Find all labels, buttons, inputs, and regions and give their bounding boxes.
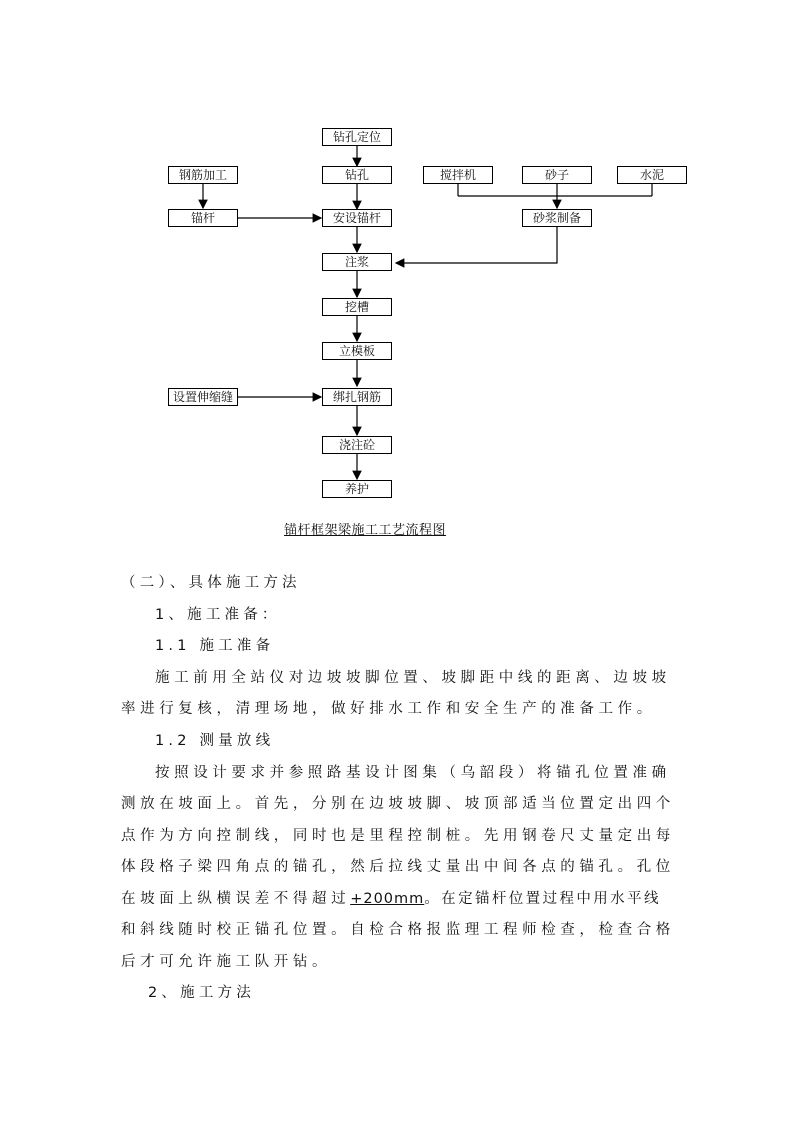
item-1-2-heading: 1.2 测量放线 xyxy=(155,733,275,749)
para2-line5-end: 。在定锚杆位置过程中用水平线 xyxy=(424,891,661,907)
para2-line7: 后才可允许施工队开钻。 xyxy=(121,954,332,970)
para2-line6: 和斜线随时校正锚孔位置。自检合格报监理工程师检查，检查合格 xyxy=(121,922,675,938)
para2-line1: 按照设计要求并参照路基设计图集（乌韶段）将锚孔位置准确 xyxy=(155,765,671,781)
item-1-1-heading: 1.1 施工准备 xyxy=(155,638,275,654)
node-sand: 砂子 xyxy=(522,166,592,184)
node-mixing: 搅拌机 xyxy=(423,166,493,184)
node-rebar: 绑扎钢筋 xyxy=(322,388,392,406)
node-concrete: 浇注砼 xyxy=(322,436,392,454)
flowchart-connectors xyxy=(0,0,794,520)
node-rebar-processing: 钢筋加工 xyxy=(168,166,238,184)
node-install-anchor: 安设锚杆 xyxy=(322,209,392,227)
node-drill: 钻孔 xyxy=(322,166,392,184)
para2-line3: 点作为方向控制线，同时也是里程控制桩。先用钢卷尺丈量定出每 xyxy=(121,828,675,844)
para2-line4: 体段格子梁四角点的锚孔，然后拉线丈量出中间各点的锚孔。孔位 xyxy=(121,859,675,875)
node-anchor-sizing: 锚杆 xyxy=(168,209,238,227)
tolerance-value: +200mm xyxy=(350,891,425,907)
para1-line1: 施工前用全站仪对边坡坡脚位置、坡脚距中线的距离、边坡坡 xyxy=(155,670,671,686)
node-grouting: 注浆 xyxy=(322,253,392,271)
arrow-grout-to-grouting xyxy=(396,227,557,263)
flowchart-caption: 锚杆框架梁施工工艺流程图 xyxy=(284,523,447,538)
item-2-heading: 2、施工方法 xyxy=(148,985,255,1001)
node-formwork: 立模板 xyxy=(322,342,392,360)
para1-line2: 率进行复核，清理场地，做好排水工作和安全生产的准备工作。 xyxy=(121,701,656,717)
section-heading: （二）、具体施工方法 xyxy=(121,575,301,591)
node-grout-prep: 砂浆制备 xyxy=(522,209,592,227)
node-set-joints: 设置伸缩缝 xyxy=(168,388,238,406)
item-1-heading: 1、施工准备： xyxy=(155,607,281,623)
node-excavate: 挖槽 xyxy=(322,298,392,316)
node-cement: 水泥 xyxy=(617,166,687,184)
para2-line5-start: 在坡面上纵横误差不得超过 xyxy=(121,891,351,907)
para2-line2: 测放在坡面上。首先，分别在边坡坡脚、坡顶部适当位置定出四个 xyxy=(121,796,675,812)
node-maintenance: 养护 xyxy=(322,480,392,498)
para2-line5 xyxy=(121,887,661,908)
node-drill-locate: 钻孔定位 xyxy=(322,128,392,146)
